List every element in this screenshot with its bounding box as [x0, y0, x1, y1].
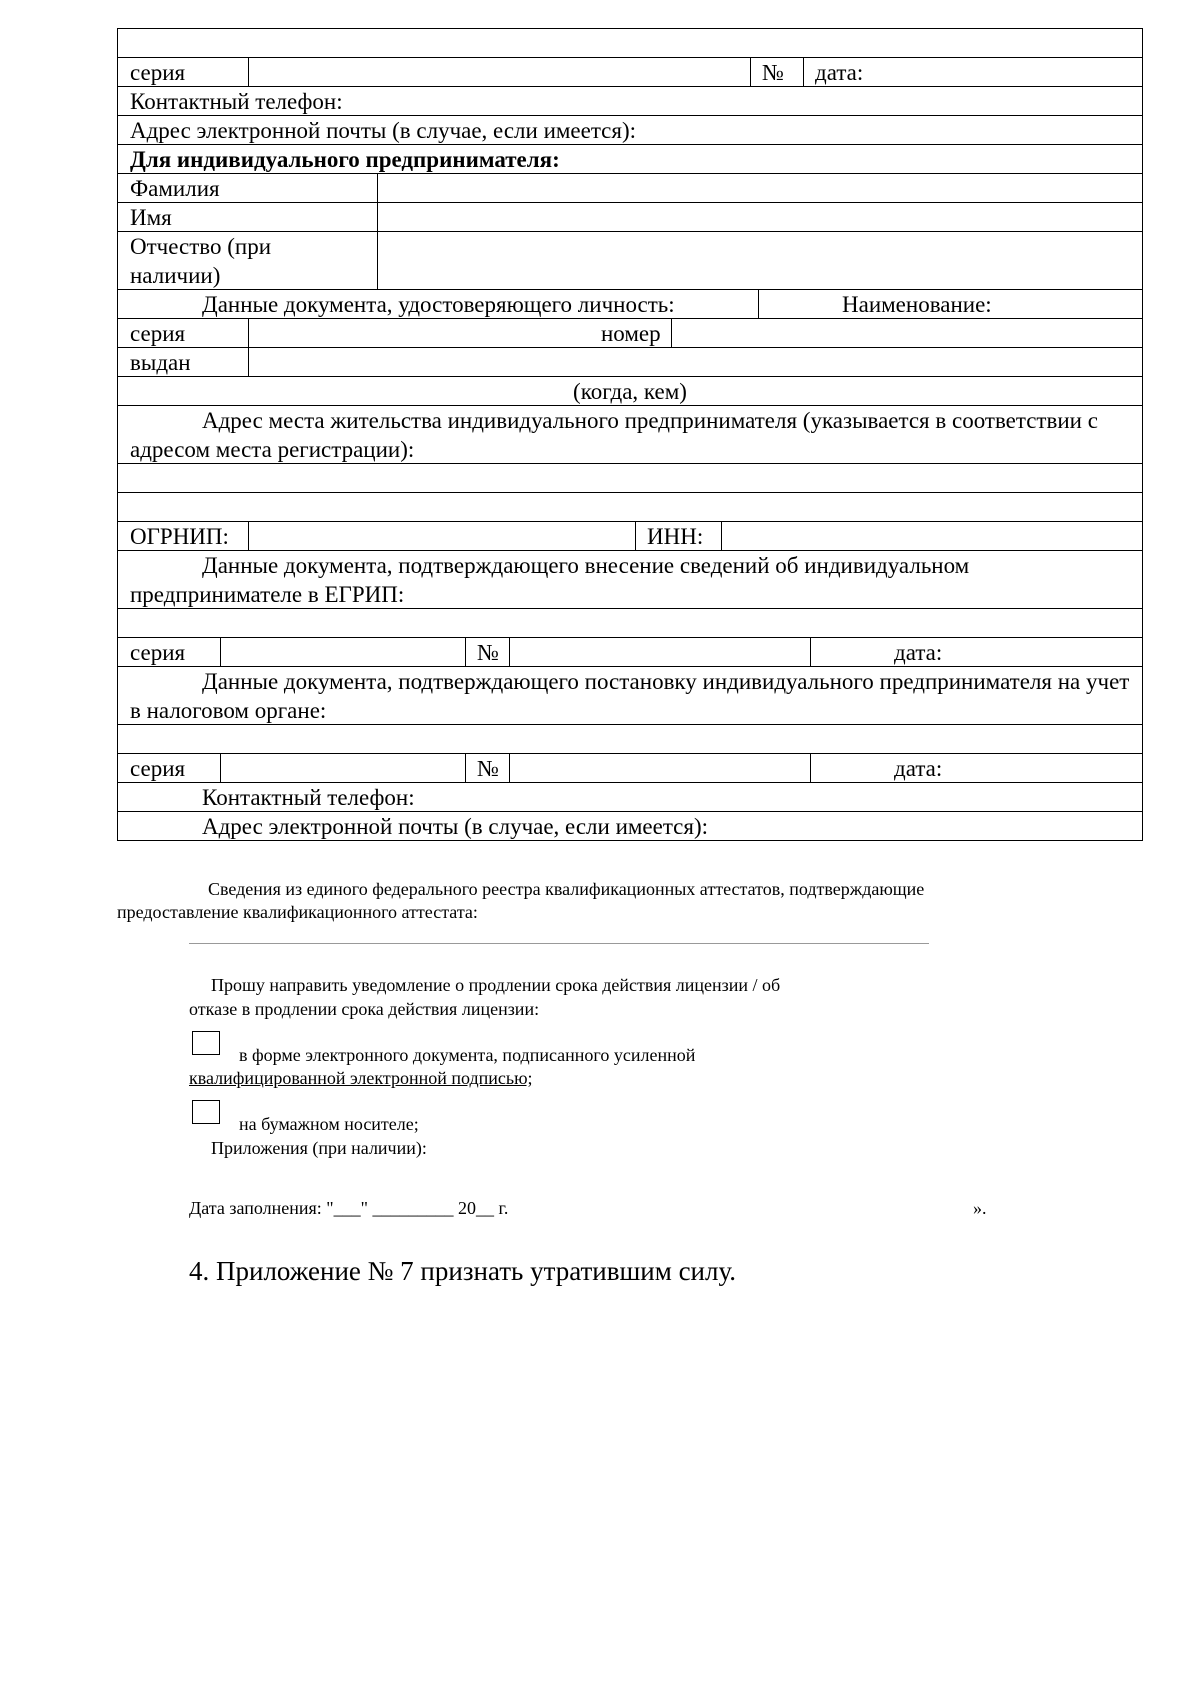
series-label: серия	[130, 60, 186, 85]
ogrnip-label: ОГРНИП:	[130, 524, 229, 549]
applicant-form-table	[117, 28, 1143, 841]
electronic-option-line1: в форме электронного документа, подписанного усиленной	[239, 1045, 696, 1065]
registry-text-line1: Сведения из единого федерального реестра квалификационных аттестатов, подтверждающие	[208, 879, 925, 899]
form-row-tax	[118, 666, 1142, 724]
form-row-phone	[118, 86, 1142, 115]
paper-option-label: на бумажном носителе;	[239, 1114, 419, 1134]
residence-label: Адрес места жительства индивидуального предпринимателя (указывается в соответствии с адресом места регистрации):	[130, 408, 1098, 462]
form-row-ip-phone	[118, 782, 1142, 811]
tax-number-field[interactable]	[509, 754, 810, 782]
egrip-series-label: серия	[130, 640, 186, 665]
series-field[interactable]	[248, 58, 750, 86]
tax-series-label: серия	[130, 756, 186, 781]
egrip-label: Данные документа, подтверждающего внесение сведений об индивидуальном предпринимателе в ЕГРИП:	[130, 553, 970, 607]
patronymic-label	[118, 232, 271, 289]
form-row-egrip-field[interactable]	[118, 608, 1142, 637]
tax-series-field[interactable]	[220, 754, 465, 782]
egrip-series-field[interactable]	[220, 638, 465, 666]
ip-contact-phone-label: Контактный телефон:	[202, 785, 415, 810]
inn-field[interactable]	[721, 522, 1142, 550]
id-number-field[interactable]	[671, 319, 1142, 347]
tax-number-label: №	[477, 756, 499, 781]
form-row-residence-field1[interactable]	[118, 463, 1142, 492]
ip-section-heading: Для индивидуального предпринимателя:	[130, 147, 560, 172]
egrip-number-field[interactable]	[509, 638, 810, 666]
form-row-egrip	[118, 550, 1142, 608]
name-field[interactable]	[377, 203, 1142, 231]
paper-document-checkbox[interactable]	[192, 1100, 220, 1124]
form-row-id-series	[118, 318, 1142, 347]
fill-date-label: Дата заполнения: "___" _________ 20__ г.	[189, 1198, 509, 1218]
issued-label: выдан	[130, 350, 191, 375]
form-row-issued-hint	[118, 376, 1142, 405]
form-row-ip-email	[118, 811, 1142, 840]
date-label: дата:	[815, 60, 864, 85]
item-4-text: 4. Приложение № 7 признать утратившим силу.	[189, 1256, 737, 1286]
form-row-residence	[118, 405, 1142, 463]
form-row-id-document	[118, 289, 1142, 318]
egrip-date-label: дата:	[894, 640, 943, 665]
patronymic-label-line1: Отчество (при	[130, 234, 271, 259]
surname-label: Фамилия	[130, 176, 220, 201]
id-document-name-label: Наименование:	[842, 292, 992, 317]
form-row-tax-field[interactable]	[118, 724, 1142, 753]
form-row-residence-field2[interactable]	[118, 492, 1142, 521]
form-row-series	[118, 57, 1142, 86]
form-row-surname	[118, 173, 1142, 202]
inn-label: ИНН:	[647, 524, 704, 549]
registry-text-line2: предоставление квалификационного аттестата:	[117, 902, 478, 922]
form-row-email	[118, 115, 1142, 144]
surname-field[interactable]	[377, 174, 1142, 202]
issued-hint: (когда, кем)	[573, 379, 687, 404]
form-row-issued	[118, 347, 1142, 376]
notification-text-line1: Прошу направить уведомление о продлении срока действия лицензии / об	[211, 975, 781, 995]
appendix-label: Приложения (при наличии):	[211, 1138, 427, 1158]
form-row-ip-header	[118, 144, 1142, 173]
tax-date-label: дата:	[894, 756, 943, 781]
issued-field[interactable]	[248, 348, 1142, 376]
form-row-ogrnip	[118, 521, 1142, 550]
electronic-option-line2: квалифицированной электронной подписью;	[189, 1068, 533, 1088]
closing-quote: ».	[973, 1198, 987, 1218]
name-label: Имя	[130, 205, 172, 230]
contact-phone-label: Контактный телефон:	[130, 89, 343, 114]
form-row-tax-series	[118, 753, 1142, 782]
form-row-name	[118, 202, 1142, 231]
id-document-label: Данные документа, удостоверяющего личность:	[202, 292, 675, 317]
number-label: №	[762, 60, 784, 85]
id-series-label: серия	[130, 321, 186, 346]
electronic-document-checkbox[interactable]	[192, 1031, 220, 1055]
egrip-number-label: №	[477, 640, 499, 665]
patronymic-label-line2: наличии)	[130, 263, 221, 288]
form-row-patronymic	[118, 231, 1142, 289]
registry-entry-line[interactable]	[189, 943, 929, 944]
patronymic-field[interactable]	[377, 232, 1142, 289]
tax-registration-label: Данные документа, подтверждающего постановку индивидуального предпринимателя на учет в налоговом органе:	[130, 669, 1130, 723]
email-label: Адрес электронной почты (в случае, если имеется):	[130, 118, 637, 143]
ogrnip-field[interactable]	[248, 522, 635, 550]
form-row-egrip-series	[118, 637, 1142, 666]
notification-text-line2: отказе в продлении срока действия лицензии:	[189, 999, 540, 1019]
id-number-label: номер	[601, 321, 661, 346]
id-series-field[interactable]	[248, 319, 589, 347]
ip-email-label: Адрес электронной почты (в случае, если имеется):	[202, 814, 709, 839]
form-row-empty-top	[118, 29, 1142, 57]
